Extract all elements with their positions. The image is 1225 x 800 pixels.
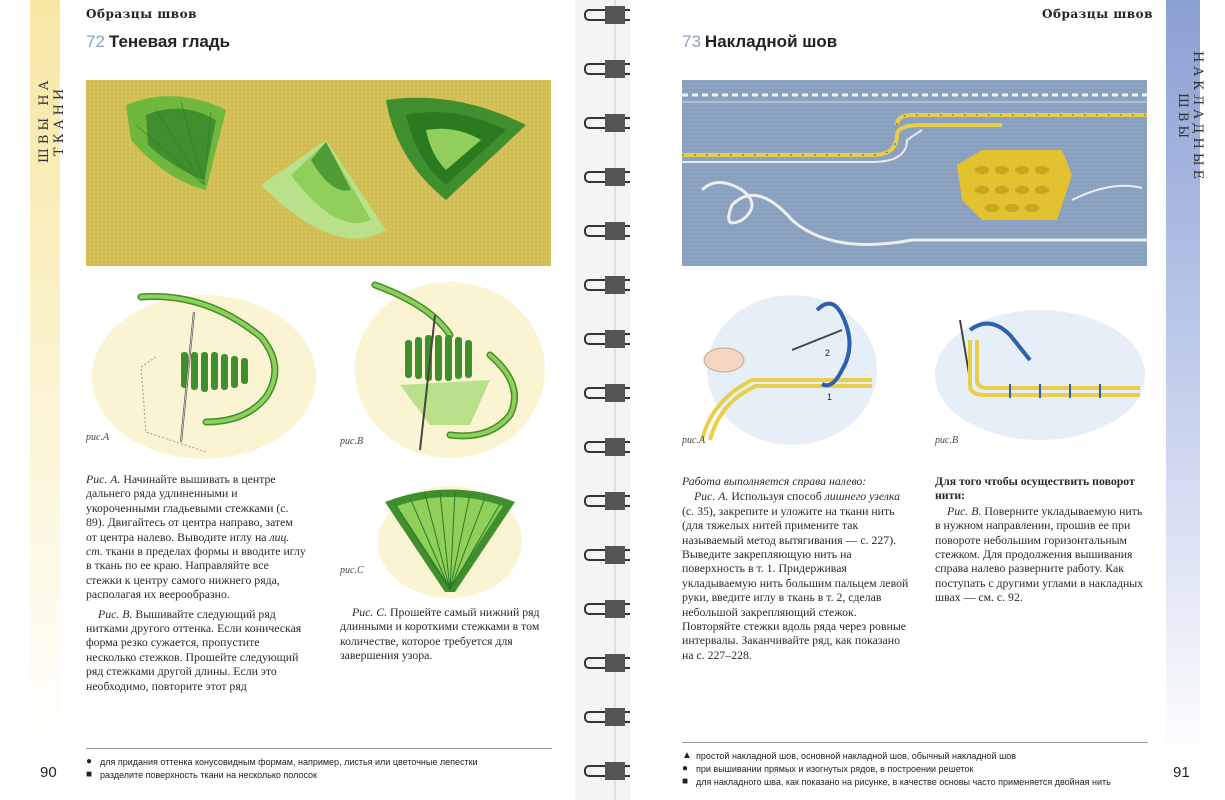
- left-stitch-title: [86, 32, 230, 52]
- paragraph-couching-b: Рис. В. Поверните укладываемую нить в нужном направлении, прошив ее при повороте небольшим горизонтальным стежком. Для продолжения вышивания справа налево разверните работу. Как поступать с другими углами в накладных швах — см. с. 92.: [935, 503, 1144, 605]
- shadow-stitch-photo: [86, 80, 551, 266]
- square-bullet-icon: ■: [682, 776, 689, 787]
- right-side-tab-label: НАКЛАДНЫЕ ШВЫ: [1175, 51, 1205, 184]
- left-page: [0, 0, 595, 800]
- couching-point-2: 2: [825, 348, 831, 358]
- note-item: ▲ простой накладной шов, основной накладной шов, обычный накладной шов: [682, 750, 1017, 761]
- right-stitch-number: 73: [682, 32, 701, 51]
- figure-b-label: рис.В: [340, 436, 364, 447]
- couching-diagram-b: [930, 300, 1150, 440]
- figure-a-label: рис.А: [86, 432, 110, 443]
- paragraph-couching-a: Рис. А. Используя способ лишнего узелка (с. 35), закрепите и уложите на ткани нить (для тяжелых нитей примените так называемый метод вытягивания — с. 227). Выведите закрепляющую нить на поверхность в т. 1. Придерживая укладываемую нить большим пальцем левой руки, введите иглу в ткань в т. 2, сделав небольшой закрепляющий стежок. Повторяйте стежки вдоль ряда через ровные интервалы. Заканчивайте ряд, как показано на с. 227–228.: [682, 489, 909, 662]
- diagram-a: [86, 282, 316, 462]
- right-running-head: Образцы швов: [1042, 7, 1153, 21]
- right-stitch-title: [682, 32, 837, 52]
- paragraph-fig-a: Рис. А. Начинайте вышивать в центре дальнего ряда удлиненными и укороченными гладьевыми стежками (с. 89). Двигайтесь от центра направо, затем от центра налево. Выводите иглу на лиц. ст. ткани в пределах формы и вводите иглу в ткань по ее краю. Направляйте все стежки к центру самого нижнего ряда, располагая их веерообразно.: [86, 472, 306, 602]
- left-text-fig-c: [340, 605, 552, 663]
- couching-diagram-a: [682, 290, 882, 460]
- couching-photo: [682, 80, 1147, 266]
- note-item: ■ для накладного шва, как показано на рисунке, в качестве основы часто применяется двойная нить: [682, 776, 1111, 787]
- paragraph-fig-c: Рис. С. Прошейте самый нижний ряд длинными и короткими стежками в том количестве, которое требуется для завершения узора.: [340, 605, 540, 663]
- note-item: ● для придания оттенка конусовидным формам, например, листья или цветочные лепестки: [86, 756, 478, 767]
- note-item: ● при вышивании прямых и изогнутых рядов, в построении решеток: [682, 763, 974, 774]
- right-notes: [682, 742, 1148, 788]
- note-item: ■ разделите поверхность ткани на несколько полосок: [86, 769, 317, 780]
- paragraph-intro: Работа выполняется справа налево:: [682, 474, 867, 488]
- left-notes: [86, 748, 552, 781]
- left-page-number: 90: [40, 764, 57, 781]
- right-page-number: 91: [1173, 764, 1190, 781]
- left-side-tab-label: ШВЫ НА ТКАНИ: [37, 76, 67, 164]
- paragraph-turn-heading: Для того чтобы осуществить поворот нити:: [935, 474, 1135, 503]
- left-stitch-name: Теневая гладь: [108, 32, 231, 51]
- right-page: [630, 0, 1225, 800]
- couching-figure-a-label: рис.А: [682, 435, 706, 446]
- left-running-head: Образцы швов: [86, 7, 197, 21]
- left-side-tab: [30, 0, 67, 800]
- triangle-bullet-icon: ▲: [682, 750, 692, 761]
- left-text-column: [86, 472, 306, 693]
- right-stitch-name: Накладной шов: [704, 32, 838, 51]
- right-text-column-a: [682, 474, 912, 662]
- circle-bullet-icon: ●: [86, 756, 93, 767]
- paragraph-fig-b: Рис. В. Вышивайте следующий ряд нитками другого оттенка. Если коническая форма резко сужается, пропустите несколько стежков. Прошейте следующий ряд стежками другой длины. Если это необходимо, повторите этот ряд: [86, 606, 302, 693]
- diagram-b: [350, 275, 550, 465]
- left-stitch-number: 72: [86, 32, 105, 51]
- square-bullet-icon: ■: [86, 769, 93, 780]
- right-side-tab: [1166, 0, 1205, 800]
- right-text-column-b: [935, 474, 1145, 605]
- couching-point-1: 1: [827, 392, 833, 402]
- couching-figure-b-label: рис.В: [935, 435, 959, 446]
- figure-c-label: рис.С: [340, 565, 364, 576]
- circle-bullet-icon: ●: [682, 763, 689, 774]
- diagram-c: [375, 482, 525, 600]
